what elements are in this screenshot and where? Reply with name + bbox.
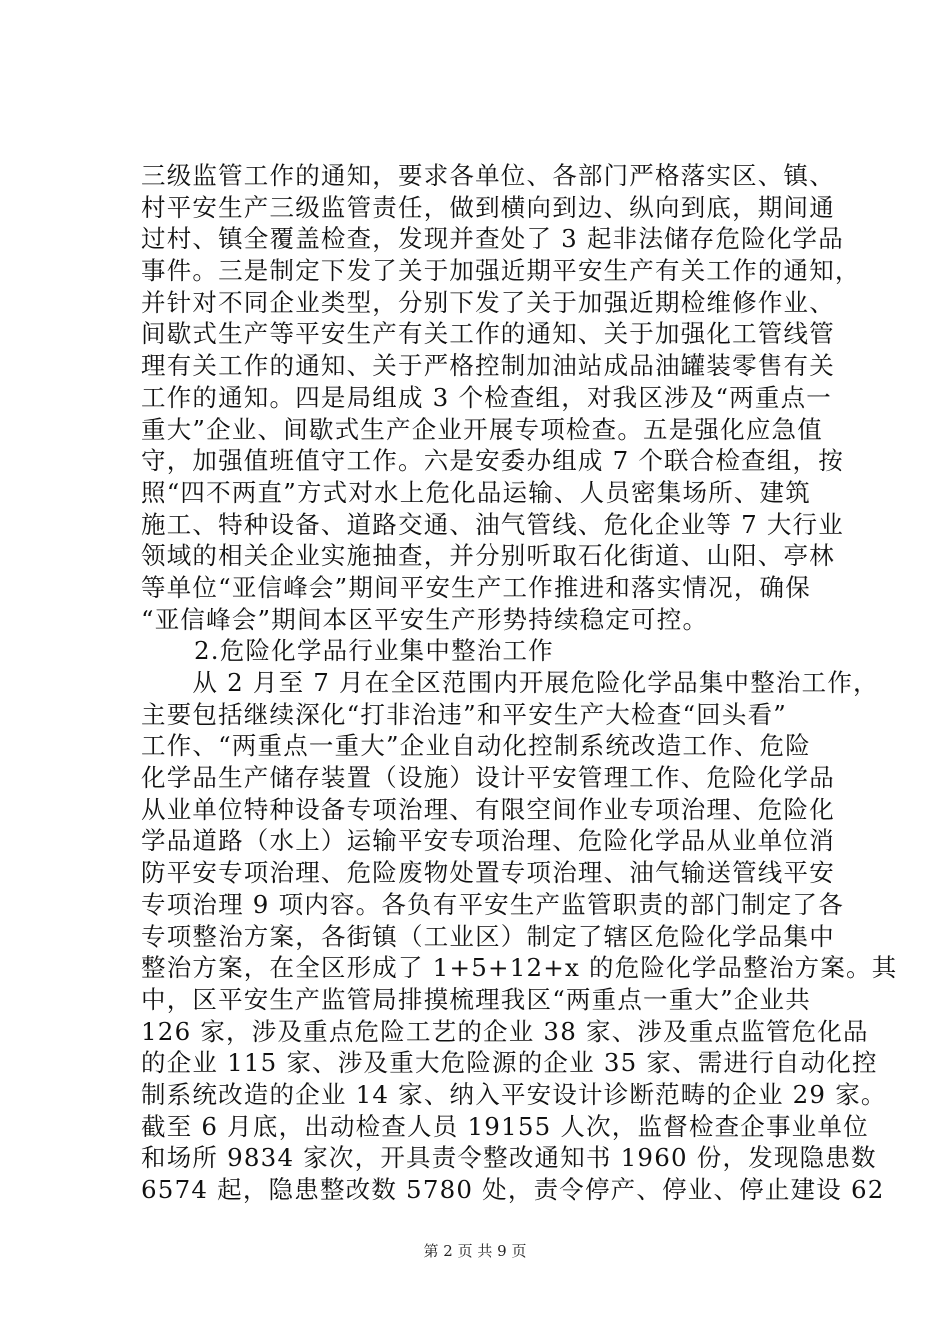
text-line: 6574 起，隐患整改数 5780 处，责令停产、停业、停止建设 62: [141, 1175, 885, 1204]
text-line: 工作的通知。四是局组成 3 个检查组，对我区涉及“两重点一: [141, 382, 832, 412]
page-footer: 第 2 页 共 9 页: [423, 1242, 527, 1260]
text-line: 守，加强值班值守工作。六是安委办组成 7 个联合检查组，按: [141, 446, 844, 476]
text-line: 并针对不同企业类型，分别下发了关于加强近期检维修作业、: [141, 287, 835, 317]
text-line: 村平安生产三级监管责任，做到横向到边、纵向到底，期间通: [141, 192, 835, 222]
text-line: 从业单位特种设备专项治理、有限空间作业专项治理、危险化: [141, 794, 835, 824]
text-line: 中，区平安生产监管局排摸梳理我区“两重点一重大”企业共: [141, 984, 811, 1014]
text-line: 领域的相关企业实施抽查，并分别听取石化街道、山阳、亭林: [141, 541, 835, 571]
text-line: 和场所 9834 家次，开具责令整改通知书 1960 份，发现隐患数: [141, 1143, 877, 1173]
text-line: 工作、“两重点一重大”企业自动化控制系统改造工作、危险: [141, 731, 811, 761]
text-line: 重大”企业、间歇式生产企业开展专项检查。五是强化应急值: [141, 414, 823, 444]
text-line: 从 2 月至 7 月在全区范围内开展危险化学品集中整治工作，: [141, 668, 879, 697]
text-line: 主要包括继续深化“打非治违”和平安生产大检查“回头看”: [141, 699, 787, 729]
text-line: “亚信峰会”期间本区平安生产形势持续稳定可控。: [141, 604, 709, 634]
text-line: 过村、镇全覆盖检查，发现并查处了 3 起非法储存危险化学品: [141, 224, 844, 254]
text-line: 等单位“亚信峰会”期间平安生产工作推进和落实情况，确保: [141, 572, 811, 602]
text-line: 专项整治方案，各街镇（工业区）制定了辖区危险化学品集中: [141, 921, 835, 951]
text-line: 化学品生产储存装置（设施）设计平安管理工作、危险化学品: [141, 763, 835, 793]
section-heading: 2.危险化学品行业集中整治工作: [194, 636, 554, 666]
text-line: 理有关工作的通知、关于严格控制加油站成品油罐装零售有关: [141, 351, 835, 381]
text-line: 施工、特种设备、道路交通、油气管线、危化企业等 7 大行业: [141, 509, 844, 539]
text-line: 126 家，涉及重点危险工艺的企业 38 家、涉及重点监管危化品: [141, 1016, 869, 1046]
text-line: 截至 6 月底，出动检查人员 19155 人次，监督检查企事业单位: [141, 1111, 869, 1141]
text-line: 专项治理 9 项内容。各负有平安生产监管职责的部门制定了各: [141, 889, 844, 919]
text-line: 学品道路（水上）运输平安专项治理、危险化学品从业单位消: [141, 826, 835, 856]
text-line: 照“四不两直”方式对水上危化品运输、人员密集场所、建筑: [141, 477, 811, 507]
text-line: 防平安专项治理、危险废物处置专项治理、油气输送管线平安: [141, 858, 835, 888]
text-line: 整治方案，在全区形成了 1+5+12+x 的危险化学品整治方案。其: [141, 953, 898, 983]
document-body: [141, 160, 898, 1206]
text-line: 间歇式生产等平安生产有关工作的通知、关于加强化工管线管: [141, 319, 835, 349]
text-line: 制系统改造的企业 14 家、纳入平安设计诊断范畴的企业 29 家。: [141, 1079, 887, 1109]
text-line: 三级监管工作的通知，要求各单位、各部门严格落实区、镇、: [141, 161, 835, 190]
text-line: 的企业 115 家、涉及重大危险源的企业 35 家、需进行自动化控: [141, 1048, 878, 1078]
text-line: 事件。三是制定下发了关于加强近期平安生产有关工作的通知，: [141, 256, 861, 286]
